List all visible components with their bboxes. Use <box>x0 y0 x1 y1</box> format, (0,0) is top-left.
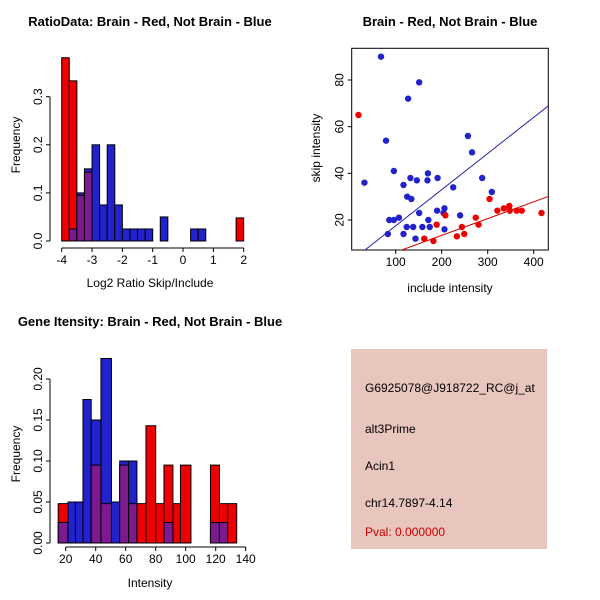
svg-text:-4: -4 <box>56 253 68 267</box>
gene-histogram-xlabel: Intensity <box>127 576 173 590</box>
probe-id-text: G6925078@J918722_RC@j_at <box>365 381 535 395</box>
svg-text:60: 60 <box>332 119 347 134</box>
svg-text:-3: -3 <box>86 253 98 267</box>
svg-text:40: 40 <box>332 166 347 181</box>
svg-text:140: 140 <box>235 552 256 566</box>
svg-text:0.0: 0.0 <box>31 232 45 250</box>
intensity-scatter-panel <box>300 0 600 300</box>
location-text: chr14.7897-4.14 <box>365 496 453 510</box>
intensity-scatter-title: Brain - Red, Not Brain - Blue <box>362 14 538 29</box>
svg-text:0.05: 0.05 <box>31 490 45 514</box>
gene-histogram-panel <box>0 300 300 600</box>
svg-text:40: 40 <box>89 552 103 566</box>
intensity-scatter-xlabel: include intensity <box>407 281 493 295</box>
svg-text:200: 200 <box>431 255 452 269</box>
svg-text:0.3: 0.3 <box>31 88 45 106</box>
gene-info-box <box>351 349 547 549</box>
ratio-histogram-plot <box>0 0 300 300</box>
gene-histogram-title: Gene Itensity: Brain - Red, Not Brain - Blue <box>17 314 283 329</box>
svg-text:-2: -2 <box>117 253 128 267</box>
ratio-histogram-xlabel: Log2 Ratio Skip/Include <box>86 276 214 290</box>
svg-text:0.2: 0.2 <box>31 136 45 154</box>
svg-text:0.10: 0.10 <box>31 449 45 473</box>
svg-text:0.20: 0.20 <box>31 367 45 391</box>
svg-text:100: 100 <box>385 255 406 269</box>
gene-histogram-ylabel: Frequency <box>9 425 23 483</box>
svg-text:1: 1 <box>210 253 217 267</box>
svg-text:60: 60 <box>119 552 133 566</box>
svg-text:20: 20 <box>59 552 73 566</box>
svg-text:80: 80 <box>332 73 347 87</box>
svg-text:0: 0 <box>179 253 187 267</box>
svg-text:0.1: 0.1 <box>31 184 45 202</box>
ratio-histogram-title: RatioData: Brain - Red, Not Brain - Blue <box>28 14 272 29</box>
ratio-histogram-panel <box>0 0 300 300</box>
intensity-scatter-ylabel: skip intensity <box>309 113 323 183</box>
svg-text:80: 80 <box>149 552 163 566</box>
svg-text:100: 100 <box>175 552 196 566</box>
svg-text:2: 2 <box>240 253 248 267</box>
svg-text:120: 120 <box>205 552 226 566</box>
svg-text:20: 20 <box>332 213 347 227</box>
gene-histogram-plot <box>0 300 300 600</box>
svg-text:300: 300 <box>477 255 498 269</box>
svg-text:400: 400 <box>523 255 544 269</box>
intensity-scatter-plot <box>300 0 600 300</box>
ratio-histogram-ylabel: Frequency <box>9 116 23 174</box>
pval-text: Pval: 0.000000 <box>365 525 446 539</box>
svg-text:-1: -1 <box>147 253 159 267</box>
svg-text:0.15: 0.15 <box>31 408 45 432</box>
svg-text:0.00: 0.00 <box>31 531 45 555</box>
event-type-text: alt3Prime <box>365 422 416 436</box>
gene-name-text: Acin1 <box>365 459 396 473</box>
